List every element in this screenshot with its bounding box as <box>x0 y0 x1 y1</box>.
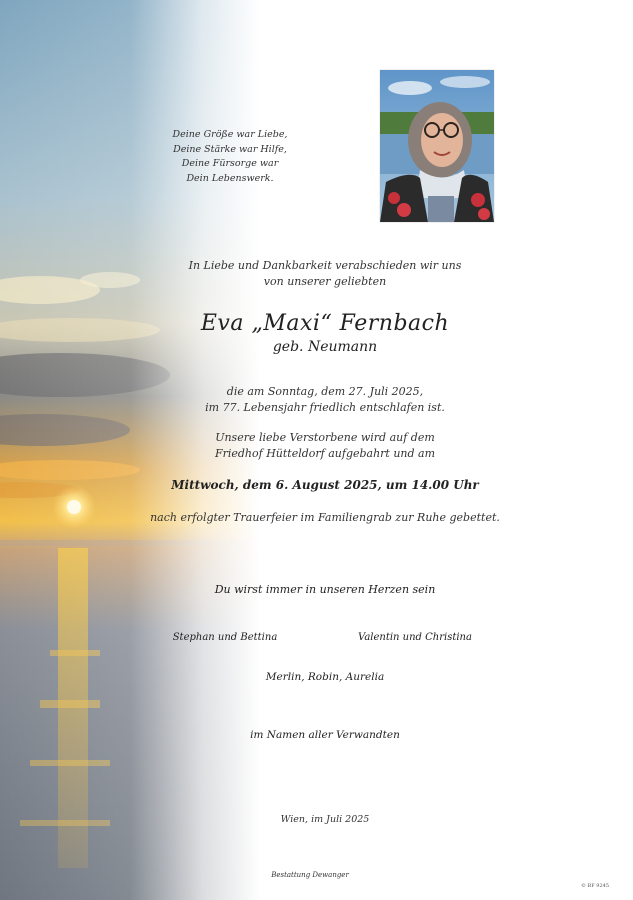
mourner-right: Valentin und Christina <box>358 632 472 643</box>
motto-line: Dein Lebenswerk. <box>186 172 274 184</box>
intro-line-2: von unserer geliebten <box>263 275 387 288</box>
motto-line: Deine Fürsorge war <box>181 158 279 169</box>
document-code: © BF 9245 <box>580 883 610 889</box>
death-line-1: die am Sonntag, dem 27. Juli 2025, <box>226 385 424 398</box>
relatives-line: im Namen aller Verwandten <box>250 729 400 741</box>
mourner-left: Stephan und Bettina <box>172 632 278 643</box>
place-date: Wien, im Juli 2025 <box>280 814 370 825</box>
undertaker: Bestattung Dewanger <box>271 871 349 879</box>
burial-date: Mittwoch, dem 6. August 2025, um 14.00 Uhr <box>171 478 479 492</box>
maiden-name: geb. Neumann <box>272 339 378 355</box>
farewell-text: Du wirst immer in unseren Herzen sein <box>214 583 436 596</box>
death-line-2: im 77. Lebensjahr friedlich entschlafen ist. <box>205 401 445 414</box>
burial-line-1: Unsere liebe Verstorbene wird auf dem <box>215 431 435 444</box>
grandchildren: Merlin, Robin, Aurelia <box>265 671 385 683</box>
motto-line: Deine Stärke war Hilfe, <box>173 143 287 155</box>
burial-line-2: Friedhof Hütteldorf aufgebahrt und am <box>214 447 436 460</box>
portrait-photo <box>380 70 494 222</box>
intro-line-1: In Liebe und Dankbarkeit verabschieden wir uns <box>188 259 462 272</box>
burial-line-3: nach erfolgter Trauerfeier im Familiengrab zur Ruhe gebettet. <box>150 511 500 524</box>
motto <box>150 128 310 186</box>
motto-line: Deine Größe war Liebe, <box>172 129 288 140</box>
deceased-name: Eva „Maxi“ Fernbach <box>200 311 450 336</box>
